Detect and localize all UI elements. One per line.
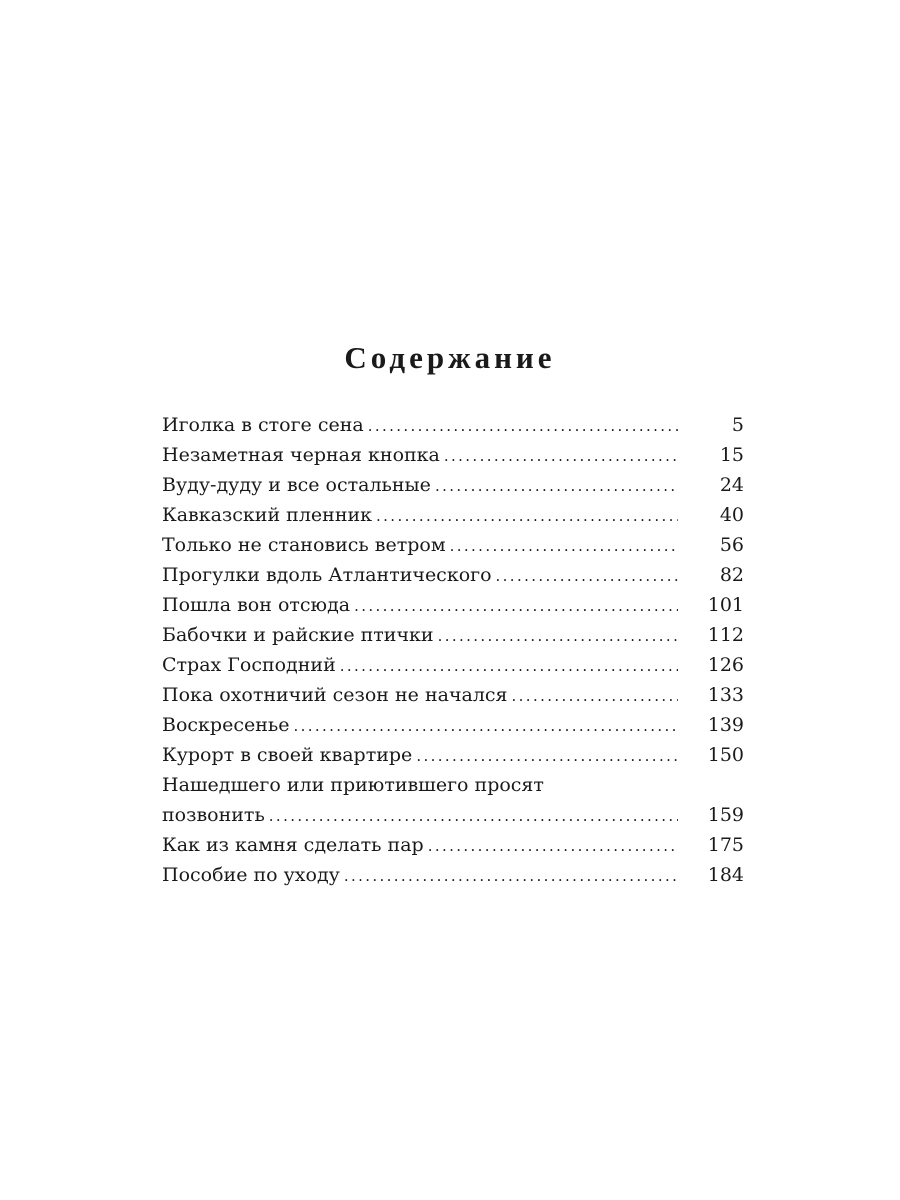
toc-entry-page: 150	[707, 744, 744, 766]
toc-entry-page: 126	[707, 654, 744, 676]
toc-entry[interactable]	[162, 440, 744, 470]
toc-entry-page: 5	[731, 414, 744, 436]
dot-leader	[416, 741, 678, 771]
dot-leader	[293, 711, 678, 741]
toc-entry[interactable]	[162, 410, 744, 440]
table-of-contents	[162, 410, 744, 890]
toc-entry-page: 56	[719, 534, 744, 556]
toc-entry[interactable]	[162, 740, 744, 770]
toc-entry-title: Пособие по уходу	[162, 864, 340, 886]
dot-leader	[428, 831, 678, 861]
dot-leader	[512, 681, 678, 711]
toc-entry[interactable]	[162, 860, 744, 890]
toc-entry[interactable]	[162, 590, 744, 620]
toc-entry[interactable]	[162, 620, 744, 650]
dot-leader	[344, 861, 678, 891]
toc-entry-title: Прогулки вдоль Атлантического	[162, 564, 492, 586]
toc-entry-title: Курорт в своей квартире	[162, 744, 413, 766]
toc-entry-title: Как из камня сделать пар	[162, 834, 424, 856]
dot-leader	[435, 471, 678, 501]
toc-entry-page: 82	[719, 564, 744, 586]
toc-entry-page: 159	[707, 804, 744, 826]
toc-entry-title: Кавказский пленник	[162, 504, 373, 526]
toc-entry[interactable]	[162, 770, 744, 830]
toc-entry-title: Страх Господний	[162, 654, 336, 676]
toc-entry-title: Иголка в стоге сена	[162, 414, 364, 436]
toc-entry-page: 175	[707, 834, 744, 856]
toc-entry-title: Пока охотничий сезон не начался	[162, 684, 508, 706]
toc-entry-title-line1: Нашедшего или приютившего просят	[162, 774, 544, 796]
dot-leader	[269, 801, 678, 831]
dot-leader	[444, 441, 678, 471]
toc-entry-page: 133	[707, 684, 744, 706]
toc-entry-page: 184	[707, 864, 744, 886]
dot-leader	[438, 621, 678, 651]
toc-entry-page: 40	[719, 504, 744, 526]
toc-entry[interactable]	[162, 680, 744, 710]
toc-entry-page: 139	[707, 714, 744, 736]
toc-entry-title: Вуду-дуду и все остальные	[162, 474, 431, 496]
toc-entry-title: Пошла вон отсюда	[162, 594, 351, 616]
page-title: Содержание	[344, 340, 556, 375]
toc-entry[interactable]	[162, 560, 744, 590]
toc-entry-title: Незаметная черная кнопка	[162, 444, 440, 466]
toc-entry-page: 101	[707, 594, 744, 616]
toc-entry-page: 24	[719, 474, 744, 496]
toc-entry-title: Только не становись ветром	[162, 534, 446, 556]
toc-entry-page: 112	[707, 624, 744, 646]
dot-leader	[376, 501, 678, 531]
toc-entry[interactable]	[162, 830, 744, 860]
dot-leader	[450, 531, 678, 561]
toc-entry[interactable]	[162, 530, 744, 560]
toc-entry-title: Бабочки и райские птички	[162, 624, 434, 646]
toc-entry-title: Воскресенье	[162, 714, 290, 736]
dot-leader	[354, 591, 678, 621]
dot-leader	[368, 411, 678, 441]
toc-entry-title-line2: позвонить	[162, 804, 265, 826]
dot-leader	[340, 651, 678, 681]
toc-entry-page: 15	[719, 444, 744, 466]
toc-entry[interactable]	[162, 500, 744, 530]
toc-entry[interactable]	[162, 710, 744, 740]
toc-entry[interactable]	[162, 470, 744, 500]
dot-leader	[496, 561, 678, 591]
toc-entry[interactable]	[162, 650, 744, 680]
